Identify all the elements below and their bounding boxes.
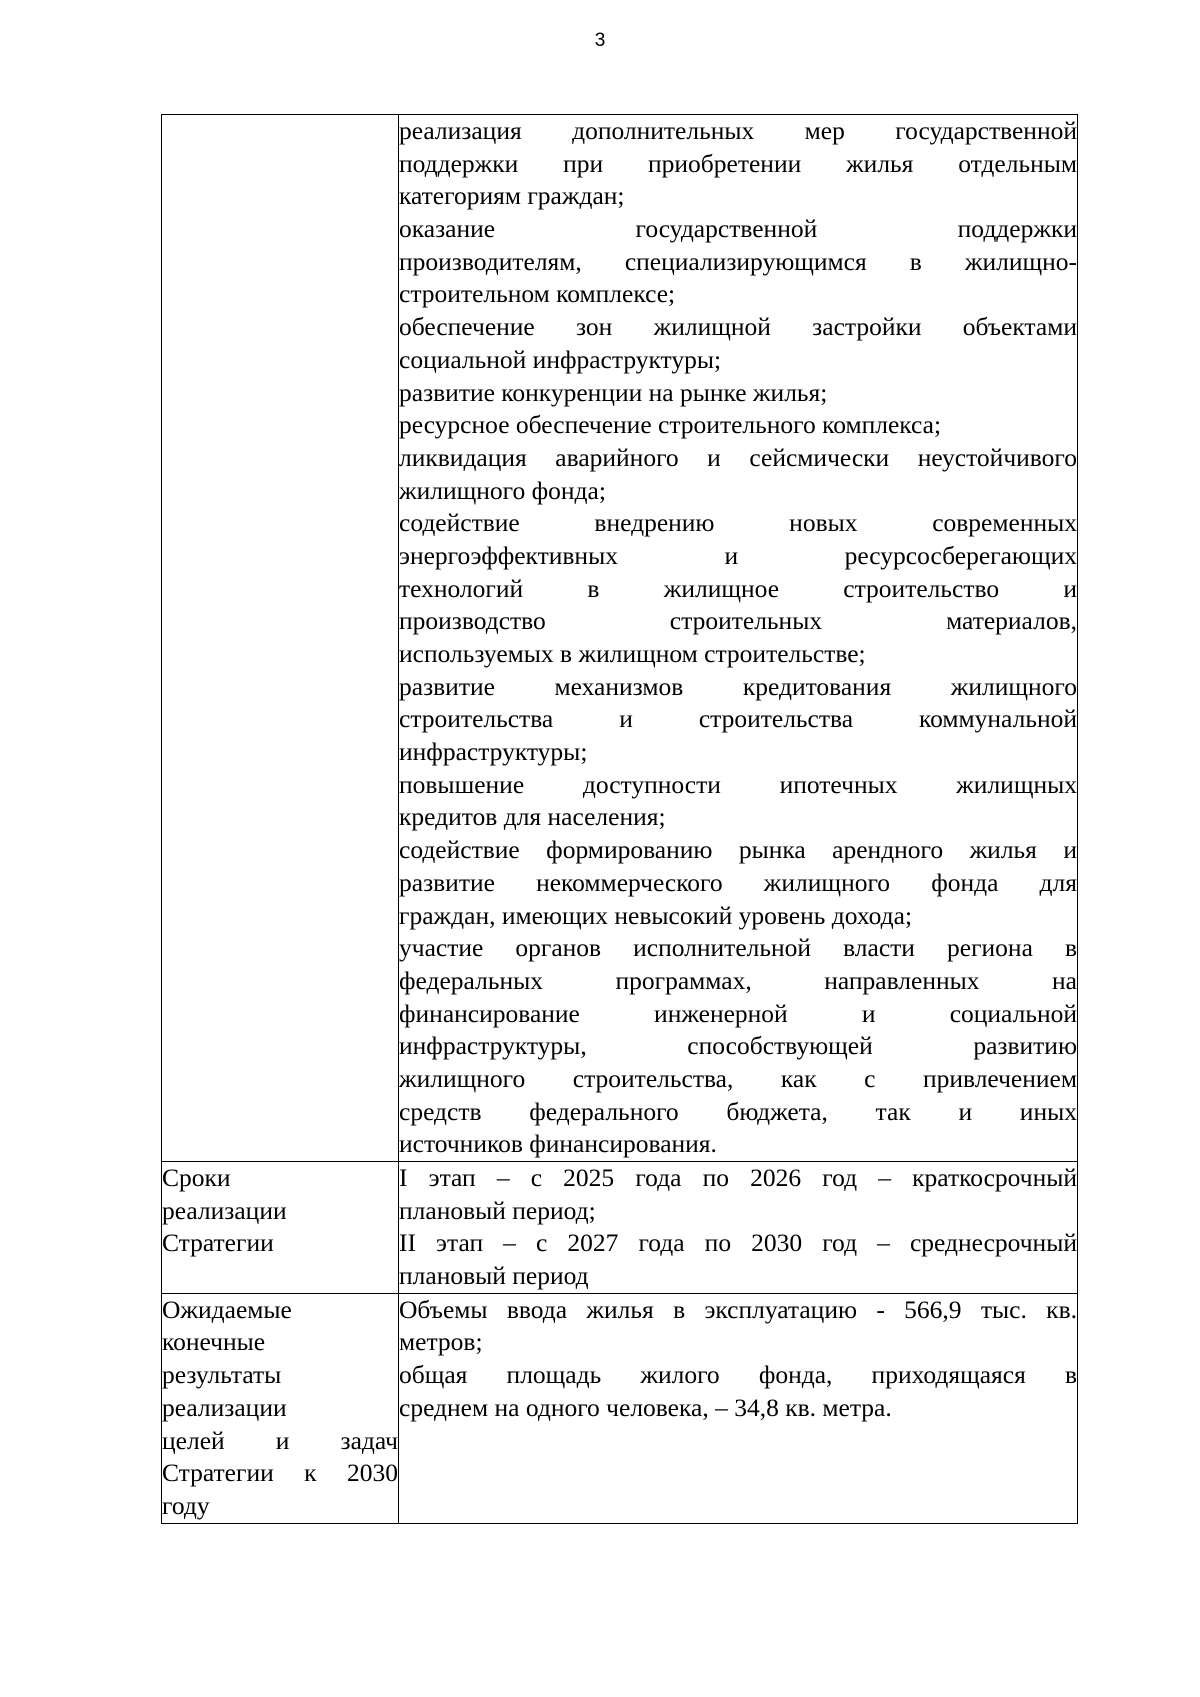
page-number: 3: [594, 30, 606, 51]
content-line: II этап – с 2027 года по 2030 год – среднесрочный: [399, 1228, 1077, 1258]
content-line: средств федерального бюджета, так и иных: [399, 1096, 1077, 1126]
content-line: производство строительных материалов,: [399, 606, 1077, 636]
content-line: содействие внедрению новых современных: [399, 508, 1077, 538]
table-row-tasks: [162, 115, 1078, 1162]
content-line: плановый период: [399, 1261, 589, 1291]
content-line: общая площадь жилого фонда, приходящаяся в: [399, 1360, 1077, 1390]
content-line: Объемы ввода жилья в эксплуатацию - 566,9 тыс. кв.: [399, 1294, 1077, 1324]
table-row-expected-results: [162, 1293, 1078, 1523]
content-line: используемых в жилищном строительстве;: [399, 639, 866, 668]
content-line: федеральных программах, направленных на: [399, 965, 1077, 995]
label-line: реализации: [162, 1195, 287, 1225]
content-line: источников финансирования.: [399, 1129, 717, 1159]
content-line: ресурсное обеспечение строительного комплекса;: [399, 410, 942, 440]
row-content-cell: [399, 115, 1078, 1162]
content-line: развитие механизмов кредитования жилищного: [399, 671, 1077, 701]
label-line: конечные: [162, 1327, 266, 1357]
row-label-cell: [162, 1293, 399, 1523]
row-content-cell: [399, 1293, 1078, 1523]
content-line: оказание государственной поддержки: [399, 214, 1077, 244]
label-line: Стратегии к 2030: [162, 1458, 398, 1488]
content-line: повышение доступности ипотечных жилищных: [399, 769, 1077, 799]
label-line: году: [162, 1490, 210, 1520]
label-line: целей и задач: [162, 1425, 398, 1455]
content-line: кредитов для населения;: [399, 802, 666, 832]
label-line: Сроки: [162, 1163, 231, 1192]
label-line: Ожидаемые: [162, 1294, 292, 1324]
content-line: развитие конкуренции на рынке жилья;: [399, 377, 828, 407]
content-line: технологий в жилищное строительство и: [399, 573, 1077, 603]
content-line: категориям граждан;: [399, 181, 625, 211]
content-line: строительном комплексе;: [399, 279, 676, 309]
content-line: реализация дополнительных мер государственной: [399, 116, 1077, 145]
content-line: граждан, имеющих невысокий уровень дохода;: [399, 900, 913, 930]
content-line: плановый период;: [399, 1195, 596, 1225]
content-line: инфраструктуры;: [399, 737, 588, 767]
content-line: содействие формированию рынка арендного жилья и: [399, 835, 1077, 865]
content-line: среднем на одного человека, – 34,8 кв. метра.: [399, 1392, 892, 1422]
content-line: обеспечение зон жилищной застройки объектами: [399, 312, 1077, 342]
content-line: развитие некоммерческого жилищного фонда для: [399, 867, 1077, 897]
content-line: поддержки при приобретении жилья отдельным: [399, 148, 1077, 178]
content-line: ликвидация аварийного и сейсмически неустойчивого: [399, 442, 1077, 472]
content-line: жилищного фонда;: [399, 475, 606, 505]
content-line: метров;: [399, 1327, 483, 1357]
strategy-passport-table: [161, 114, 1078, 1524]
content-line: участие органов исполнительной власти региона в: [399, 933, 1077, 963]
content-line: производителям, специализирующимся в жилищно-: [399, 246, 1077, 276]
content-line: I этап – с 2025 года по 2026 год – краткосрочный: [399, 1163, 1077, 1192]
content-line: строительства и строительства коммунальной: [399, 704, 1077, 734]
content-line: финансирование инженерной и социальной: [399, 998, 1077, 1028]
label-line: результаты: [162, 1360, 282, 1390]
row-label-cell: [162, 115, 399, 1162]
content-line: социальной инфраструктуры;: [399, 344, 722, 374]
content-line: жилищного строительства, как с привлечением: [399, 1063, 1077, 1093]
label-line: реализации: [162, 1392, 287, 1422]
row-content-cell: [399, 1162, 1078, 1294]
content-line: энергоэффективных и ресурсосберегающих: [399, 540, 1077, 570]
table-row-timeline: [162, 1162, 1078, 1294]
content-line: инфраструктуры, способствующей развитию: [399, 1031, 1077, 1061]
row-label-cell: [162, 1162, 399, 1294]
label-line: Стратегии: [162, 1228, 274, 1258]
